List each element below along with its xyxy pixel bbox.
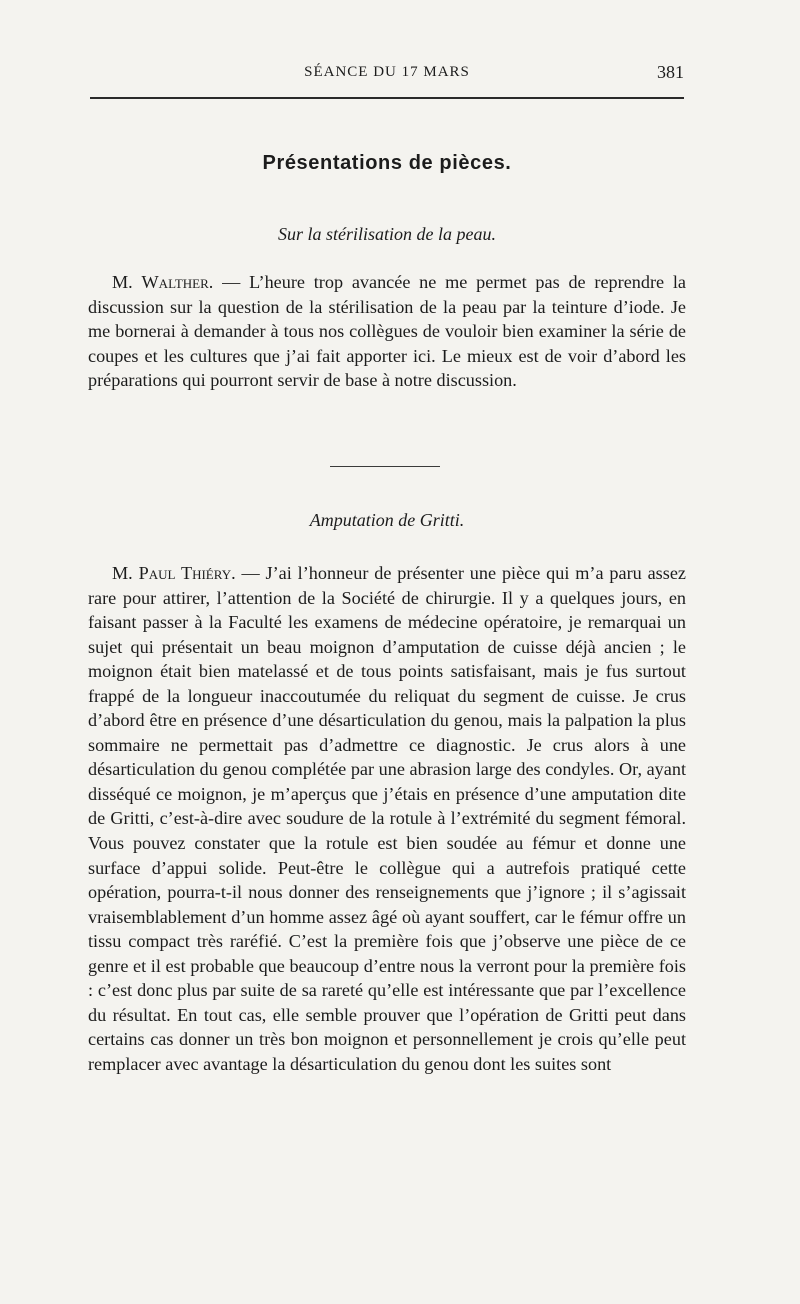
article-title-sterilisation: Sur la stérilisation de la peau. [278,224,496,244]
speaker-name: Paul Thiéry. [138,563,236,583]
section-title: Présentations de pièces. [262,152,512,174]
speaker-prefix: M. [112,272,133,292]
page-number: 381 [657,62,684,82]
header-rule [90,97,684,99]
paragraph-walther [88,270,686,393]
speaker-name: Walther. [141,272,214,292]
paragraph-body: — J’ai l’honneur de présenter une pièce qui m’a paru assez rare pour attirer, l’attention de la Société de chirurgie. Il y a quelques jours, en faisant passer à la Faculté les examens de médecine opératoire, je remarquai un sujet qui présentait un beau moignon d’amputation de cuisse déjà ancien ; le moignon était bien matelassé et de tous points satisfaisant, mais je fus surtout frappé de la longueur inaccoutumée du reliquat du segment de cuisse. Je crus d’abord être en présence d’une désarticulation du genou, mais la palpation la plus sommaire ne permettait pas d’admettre ce diagnostic. Je crus alors à une désarticulation du genou complétée par une abrasion large des condyles. Or, ayant disséqué ce moignon, je m’aperçus que j’étais en présence d’une amputation dite de Gritti, c’est-à-dire avec soudure de la rotule à l’extrémité du segment fémoral. Vous pouvez constater que la rotule est bien soudée au fémur et donne une surface d’appui solide. Peut-être le collègue qui a autrefois pratiqué cette opération, pourra-t-il nous donner des renseignements que j’ignore ; il s’agissait vraisemblablement d’un homme assez âgé où ayant souffert, car le fémur offre un tissu compact très raréfié. C’est la première fois que j’observe une pièce de ce genre et il est probable que beaucoup d’entre nous la verront pour la première fois : c’est donc plus par suite de sa rareté qu’elle est intéressante que par l’excellence du résultat. En tout cas, elle semble prouver que l’opération de Gritti peut dans certains cas donner un très bon moignon et personnellement je crois qu’elle peut remplacer avec avantage la désarticulation du genou dont les suites sont [88,563,686,1074]
speaker-prefix: M. [112,563,133,583]
section-separator [330,466,440,467]
paragraph-thiery [88,561,686,1076]
article-title-gritti: Amputation de Gritti. [309,510,465,530]
running-head [90,62,684,86]
paragraph-body: — L’heure trop avancée ne me permet pas de reprendre la discussion sur la question de la stérilisation de la peau par la teinture d’iode. Je me bornerai à demander à tous nos collègues de vouloir bien examiner la série de coupes et les cultures que j’ai fait apporter ici. Le mieux est de voir d’abord les préparations qui pourront servir de base à notre discussion. [88,272,686,391]
running-title: SÉANCE DU 17 MARS [304,64,470,80]
